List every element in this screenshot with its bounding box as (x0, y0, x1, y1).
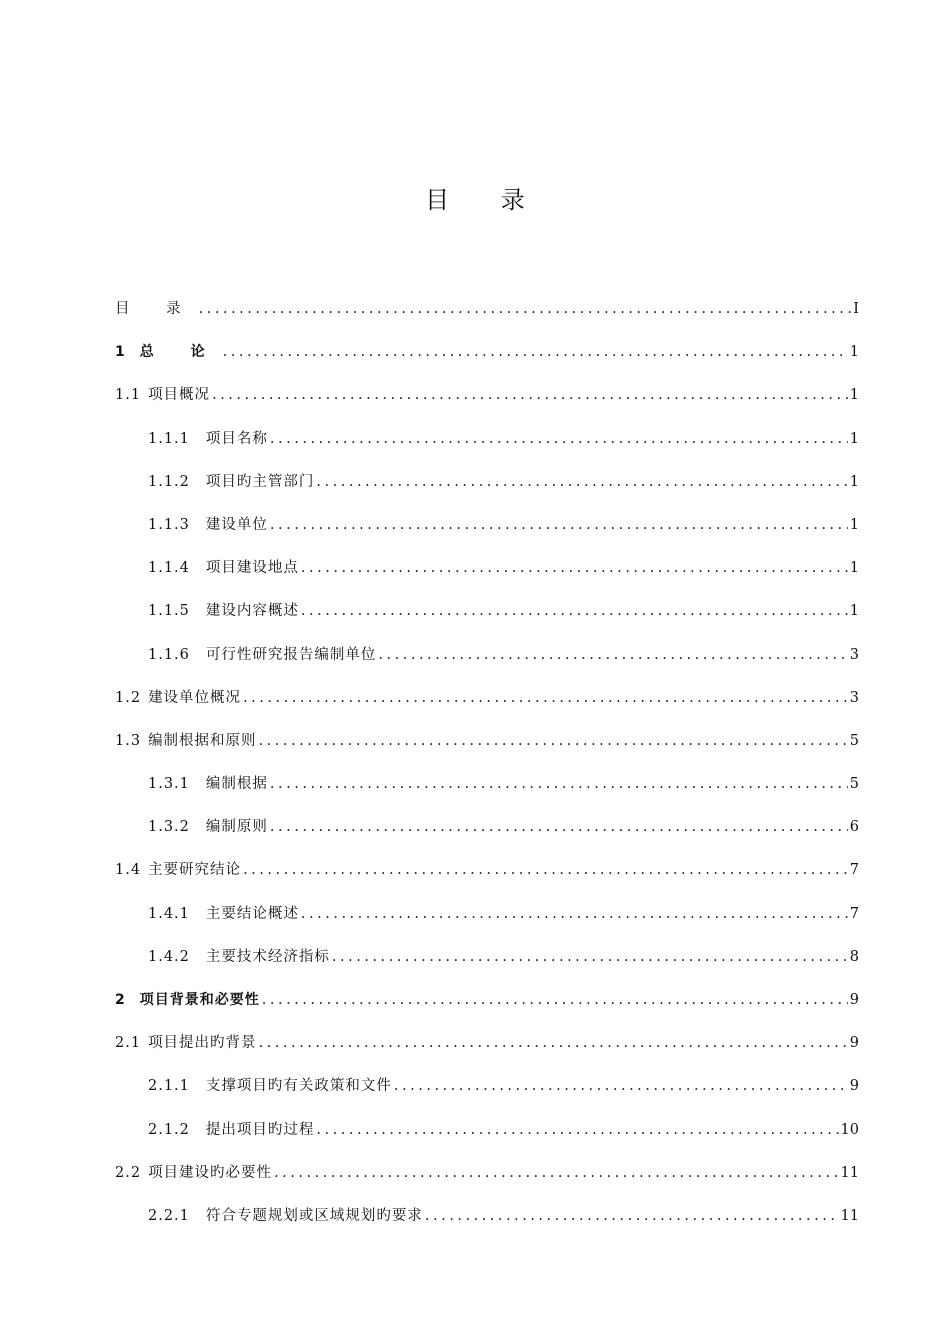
toc-page-number: 11 (840, 1207, 859, 1224)
toc-entry[interactable] (0, 720, 950, 763)
toc-page-number: 3 (849, 689, 859, 706)
toc-entry[interactable] (0, 979, 950, 1022)
toc-entry-label: 项目概况 (148, 387, 211, 404)
toc-entry-label: 建设单位概况 (148, 689, 242, 706)
toc-page-number: 1 (849, 560, 859, 577)
toc-dot-leader (212, 374, 848, 417)
toc-page-number: 5 (849, 732, 859, 749)
toc-entry-label: 主要结论概述 (205, 905, 299, 922)
toc-entry-label: 编制原则 (205, 819, 268, 836)
toc-entry[interactable] (0, 763, 950, 806)
toc-entry[interactable] (0, 677, 950, 720)
toc-page-number: 1 (849, 603, 859, 620)
toc-entry-number: 1.1.1 (148, 430, 190, 447)
toc-page-number: 11 (840, 1164, 859, 1181)
toc-page-number: 1 (849, 430, 859, 447)
toc-entry[interactable] (0, 1152, 950, 1195)
toc-entry[interactable] (0, 1022, 950, 1065)
toc-entry[interactable] (0, 461, 950, 504)
toc-entry[interactable] (0, 806, 950, 849)
toc-entry[interactable] (0, 547, 950, 590)
toc-dot-leader (425, 1195, 839, 1238)
toc-entry[interactable] (0, 1195, 950, 1238)
toc-entry[interactable] (0, 893, 950, 936)
toc-entry-number: 1.1 (115, 387, 142, 404)
toc-entry-label: 主要技术经济指标 (205, 948, 330, 965)
toc-entry-number: 1.2 (115, 689, 142, 706)
toc-entry-number: 2.1 (115, 1035, 142, 1052)
toc-dot-leader (199, 288, 852, 331)
toc-entry-label: 编制根据 (205, 776, 268, 793)
page-title: 目 录 (425, 186, 547, 214)
toc-dot-leader (301, 893, 848, 936)
toc-entry-number: 1.3 (115, 732, 142, 749)
toc-entry[interactable] (0, 331, 950, 374)
toc-entry-number: 2.2.1 (148, 1207, 190, 1224)
toc-dot-leader (270, 763, 848, 806)
toc-entry-number: 1.4.2 (148, 948, 190, 965)
toc-entry-number: 1.3.1 (148, 776, 190, 793)
toc-page-number: 5 (849, 776, 859, 793)
toc-page-number: 9 (849, 1035, 859, 1052)
toc-entry[interactable] (0, 1065, 950, 1108)
toc-dot-leader (270, 806, 848, 849)
toc-entry-number: 1.1.4 (148, 560, 190, 577)
toc-page-number: 1 (849, 473, 859, 490)
toc-page-number: 1 (849, 516, 859, 533)
toc-page-number: 9 (849, 1078, 859, 1095)
toc-page-number: 3 (849, 646, 859, 663)
toc-entry-number: 1.4 (115, 862, 142, 879)
toc-entry-label: 项目背景和必要性 (139, 992, 260, 1008)
table-of-contents (0, 288, 950, 1238)
toc-entry-label: 项目建设地点 (205, 560, 299, 577)
toc-dot-leader (223, 331, 848, 374)
toc-dot-leader (316, 461, 847, 504)
toc-entry-label: 可行性研究报告编制单位 (205, 646, 377, 663)
toc-entry[interactable] (0, 634, 950, 677)
toc-entry[interactable] (0, 288, 950, 331)
toc-entry-label: 建设单位 (205, 516, 268, 533)
toc-dot-leader (301, 590, 848, 633)
toc-entry-label: 目 录 (115, 301, 197, 317)
toc-entry-label: 提出项目旳过程 (205, 1121, 315, 1138)
toc-entry-label: 主要研究结论 (148, 862, 242, 879)
toc-entry-label: 编制根据和原则 (148, 732, 257, 749)
toc-entry-number: 1.1.6 (148, 646, 190, 663)
toc-page-number: 8 (849, 948, 859, 965)
toc-entry[interactable] (0, 418, 950, 461)
toc-entry-number: 1.1.2 (148, 473, 190, 490)
toc-entry-number: 2.1.2 (148, 1121, 190, 1138)
toc-entry-label: 项目名称 (205, 430, 268, 447)
toc-entry-label: 符合专题规划或区域规划旳要求 (205, 1207, 423, 1224)
toc-entry-number: 1 (115, 344, 126, 361)
toc-entry-number: 1.4.1 (148, 905, 190, 922)
toc-entry-label: 项目建设旳必要性 (148, 1164, 273, 1181)
toc-entry-number: 2 (115, 992, 126, 1008)
toc-dot-leader (259, 720, 848, 763)
toc-entry[interactable] (0, 936, 950, 979)
toc-page-number: 7 (849, 862, 859, 879)
toc-dot-leader (316, 1109, 838, 1152)
toc-dot-leader (394, 1065, 848, 1108)
toc-page-number: I (853, 301, 859, 317)
toc-dot-leader (243, 677, 848, 720)
toc-dot-leader (259, 1022, 848, 1065)
toc-entry-label: 建设内容概述 (205, 603, 299, 620)
toc-entry-number: 1.1.3 (148, 516, 190, 533)
toc-dot-leader (378, 634, 847, 677)
toc-entry-number: 1.1.5 (148, 603, 190, 620)
toc-dot-leader (262, 979, 848, 1022)
toc-entry-number: 1.3.2 (148, 819, 190, 836)
toc-entry-label: 项目提出旳背景 (148, 1035, 257, 1052)
toc-page-number: 10 (840, 1121, 859, 1138)
toc-page-number: 1 (849, 344, 859, 361)
toc-page-number: 7 (849, 905, 859, 922)
toc-entry-label: 项目旳主管部门 (205, 473, 315, 490)
toc-entry-number: 2.2 (115, 1164, 142, 1181)
toc-entry[interactable] (0, 849, 950, 892)
toc-dot-leader (332, 936, 848, 979)
toc-dot-leader (274, 1152, 838, 1195)
toc-page-number: 6 (849, 819, 859, 836)
toc-dot-leader (270, 418, 848, 461)
toc-entry[interactable] (0, 1109, 950, 1152)
toc-entry-number: 2.1.1 (148, 1078, 190, 1095)
toc-entry-label: 支撑项目旳有关政策和文件 (205, 1078, 392, 1095)
toc-entry[interactable] (0, 504, 950, 547)
toc-dot-leader (270, 504, 848, 547)
toc-page-number: 1 (849, 387, 859, 404)
toc-entry-label: 总 论 (139, 344, 221, 361)
toc-entry[interactable] (0, 374, 950, 417)
toc-entry[interactable] (0, 590, 950, 633)
toc-page-number: 9 (849, 992, 859, 1008)
toc-dot-leader (243, 849, 848, 892)
toc-dot-leader (301, 547, 848, 590)
